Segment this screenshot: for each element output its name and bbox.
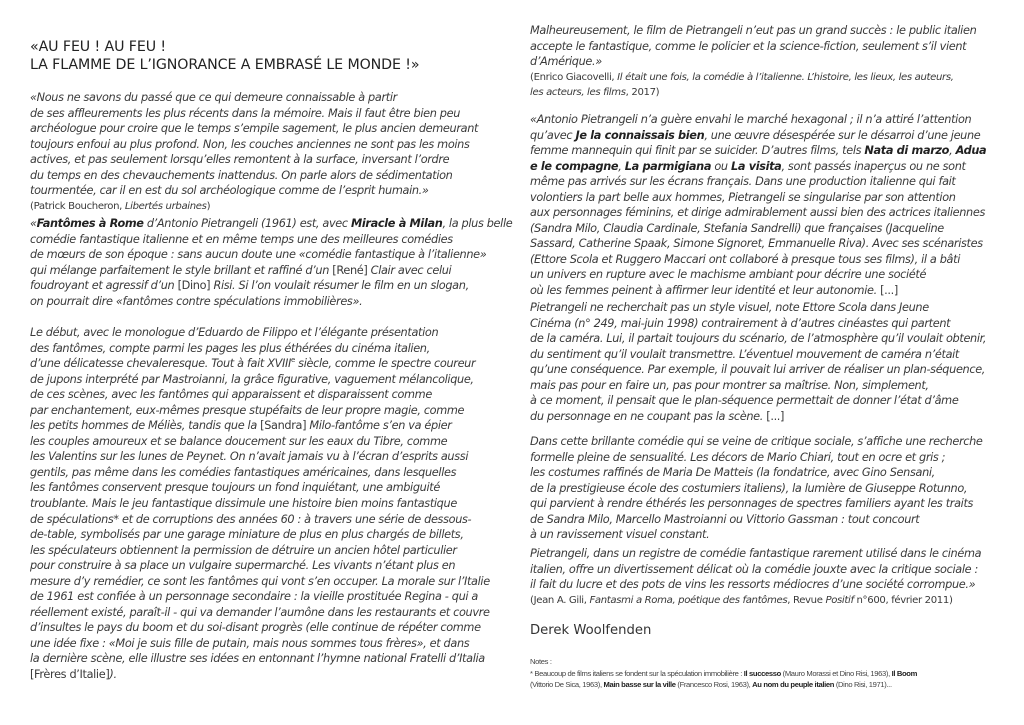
text-line: les spéculateurs obtiennent la permission de détruire un ancien hôtel particulier bbox=[30, 543, 457, 557]
text-span: siècle, comme le spectre coureur bbox=[294, 357, 476, 371]
text-line: de la caméra. Lui, il partait toujours du scénario, de l’atmosphère qu’il voulait obtenir, bbox=[530, 332, 987, 346]
citation bbox=[30, 199, 478, 215]
citation-author: (Jean A. Gili, bbox=[530, 594, 590, 606]
text-line: les costumes raffinés de Maria De Matteis (la fondatrice, avec Gino Sensani, bbox=[530, 466, 935, 480]
citation-title: les acteurs, les films bbox=[530, 87, 626, 99]
text-line: volontiers la part belle aux hommes, Pietrangeli se singularise par son attention bbox=[530, 190, 956, 204]
text-line: mais pas pour en faire un, pas pour montrer sa maîtrise. Non, simplement, bbox=[530, 378, 929, 392]
note-line bbox=[530, 679, 917, 691]
text-line bbox=[30, 263, 512, 279]
text-line: Sassard, Catherine Spaak, Simone Signoret, Emmanuelle Riva). Avec ses scénaristes bbox=[530, 237, 983, 251]
text-span: , sont passés inaperçus ou ne sont bbox=[781, 159, 966, 173]
quote-gili bbox=[530, 546, 981, 608]
text-span: où les femmes peinent à affirmer leur identité et leur autonomie. bbox=[530, 284, 881, 298]
text-line: tourmentée, car il en est du sol archéologique comme de l’esprit humain.» bbox=[30, 184, 429, 198]
text-line: «Nous ne savons du passé que ce qui demeure connaissable à partir bbox=[30, 91, 397, 104]
quote-scola bbox=[530, 300, 986, 424]
text-line bbox=[530, 143, 986, 159]
text-line: qu’une conséquence. Par exemple, il pouvait lui arriver de réaliser un plan-séquence, bbox=[530, 363, 986, 377]
text-line bbox=[530, 159, 986, 175]
text-line: Pietrangeli, dans un registre de comédie fantastique rarement utilisé dans le cinéma bbox=[530, 547, 982, 560]
quote-comedie-brillante bbox=[530, 434, 983, 543]
text-span: , bbox=[618, 159, 625, 173]
text-span: du personnage en ne coupant pas la scène. bbox=[530, 409, 767, 423]
text-span: qui mélange parfaitement le style brillant et raffiné d’un bbox=[30, 263, 333, 277]
text-span: (Francesco Rosi, 1963), bbox=[675, 680, 753, 690]
text-line: Pietrangeli ne recherchait pas un style visuel, note Ettore Scola dans Jeune bbox=[530, 301, 929, 314]
film-title: e le compagne bbox=[530, 159, 619, 173]
text-span: (Vittorio De Sica, 1963), bbox=[530, 680, 604, 690]
text-line: du temps en des chevauchements inattendus. On parle alors de sédimentation bbox=[30, 168, 453, 182]
text-line: accepte le fantastique, comme le policier et la science-fiction, seulement s’il vient bbox=[530, 39, 967, 53]
text-line: de la prestigieuse école des costumiers italiens), la lumière de Giuseppe Rotunno, bbox=[530, 481, 968, 495]
text-span: foudroyant et agressif d’un bbox=[30, 279, 178, 293]
text-span: , bbox=[949, 144, 956, 158]
film-title: Miracle à Milan bbox=[351, 217, 443, 230]
citation-author: (Enrico Giacovelli, bbox=[530, 71, 618, 83]
text-line: d’Amérique.» bbox=[530, 55, 602, 69]
text-line bbox=[30, 418, 490, 434]
text-line: comédie fantastique italienne et en même temps une des meilleures comédies bbox=[30, 232, 453, 246]
citation bbox=[530, 70, 976, 86]
text-span: Clair avec celui bbox=[367, 263, 452, 277]
title-line-1: «AU FEU ! AU FEU ! bbox=[30, 38, 167, 55]
text-line: de ses affleurements les plus récents dans la mémoire. Mais il faut être bien peu bbox=[30, 106, 461, 120]
quote-boucheron bbox=[30, 90, 478, 214]
title-line-2: LA FLAMME DE L’IGNORANCE A EMBRASÉ LE MONDE !» bbox=[30, 56, 420, 73]
quote-open: « bbox=[30, 217, 37, 230]
text-span: femme mannequin qui finit par se suicider. D’autres films, tels bbox=[530, 144, 865, 158]
text-line: archéologue pour croire que le temps s’empile sagement, le plus ancien demeurant bbox=[30, 122, 479, 136]
text-line: la dernière scène, elle illustre ses idées en entonnant l’hymne national Fratelli d’Italia bbox=[30, 652, 485, 666]
text-span: (Dino Risi, 1971)... bbox=[834, 680, 892, 690]
citation-year: , 2017) bbox=[625, 87, 660, 99]
superscript: e bbox=[290, 356, 295, 365]
text-line: italien, offre un divertissement délicat où la comédie jouxte avec la critique sociale : bbox=[530, 562, 978, 576]
text-line: (Ettore Scola et Ruggero Maccari ont collaboré à presque tous ses films), il a bâti bbox=[530, 252, 960, 266]
film-title: Adua bbox=[955, 144, 987, 158]
text-line: des fantômes, compte parmi les pages les plus éthérées du cinéma italien, bbox=[30, 341, 430, 355]
text-span: ou bbox=[711, 159, 731, 173]
bracket-translation: [Frères d’Italie] bbox=[30, 668, 110, 682]
text-span: qu’avec bbox=[530, 128, 576, 142]
text-line: de-table, symbolisés par une garage miniature de plus en plus chargés de billets, bbox=[30, 528, 464, 542]
text-line: à un ravissement visuel constant. bbox=[530, 528, 710, 542]
text-span: , la plus belle bbox=[442, 217, 513, 230]
text-span: , une œuvre désespérée sur le désarroi d’une jeune bbox=[704, 128, 981, 142]
citation-author: (Patrick Boucheron, bbox=[30, 200, 125, 212]
film-title: Je la connaissais bien bbox=[575, 128, 705, 142]
text-line: Dans cette brillante comédie qui se veine de critique sociale, s’affiche une recherche bbox=[530, 435, 983, 448]
quote-fantomes-intro bbox=[30, 216, 512, 309]
citation bbox=[530, 593, 981, 609]
text-line: à ce moment, il pensait que le plan-séquence permettait de donner l’état d’âme bbox=[530, 394, 959, 408]
film-title: Au nom du peuple italien bbox=[752, 680, 835, 690]
text-span: ). bbox=[109, 668, 117, 682]
text-line bbox=[30, 356, 490, 372]
text-line: il fait du lucre et des pots de vins les ressorts médiocres d’une société corrompue.» bbox=[530, 578, 976, 592]
quote-debut bbox=[30, 325, 490, 683]
text-line: du sentiment qu’il voulait transmettre. L’éventuel mouvement de caméra n’était bbox=[530, 347, 960, 361]
author-signature: Derek Woolfenden bbox=[530, 623, 652, 638]
bracket-name: [Dino] bbox=[177, 279, 211, 293]
text-line: toujours enfoui au plus profond. Non, les couches anciennes ne sont pas les moins bbox=[30, 137, 470, 151]
text-line: Cinéma (n° 249, mai-juin 1998) contrairement à d’autres cinéastes qui partent bbox=[530, 316, 951, 330]
bracket-name: [René] bbox=[332, 263, 368, 277]
film-title: Fantômes à Rome bbox=[36, 217, 144, 230]
text-line: on pourrait dire «fantômes contre spéculations immobilières». bbox=[30, 294, 363, 308]
text-line: formelle pleine de sensualité. Les décors de Mario Chiari, tout en ocre et gris ; bbox=[530, 450, 946, 464]
text-line: «Antonio Pietrangeli n’a guère envahi le marché hexagonal ; il n’a attiré l’attention bbox=[530, 113, 972, 126]
text-line: d’insultes le pays du boom et du soi-disant progrès (elle continue de répéter comme bbox=[30, 621, 481, 635]
text-line: même pas arrivés sur les écrans français. Dans une production italienne qui fait bbox=[530, 175, 956, 189]
text-line: gentils, pas même dans les comédies fantastiques américaines, dans lesquelles bbox=[30, 465, 457, 479]
text-line: qui parvient à rendre éthérés les personnages de spectres familiers ayant les traits bbox=[530, 497, 974, 511]
text-line: un univers en rupture avec le machisme ambiant pour décrire une société bbox=[530, 268, 927, 282]
text-span: (Mauro Morassi et Dino Risi, 1963), bbox=[780, 668, 892, 678]
text-line: aux personnages féminins, et dirige admirablement aussi bien des actrices italiennes bbox=[530, 206, 985, 220]
citation-close: ) bbox=[206, 200, 211, 212]
text-line: pour construire à sa place un vulgaire supermarché. Les vivants n’étant plus en bbox=[30, 559, 456, 573]
quote-pietrangeli-films bbox=[530, 112, 986, 299]
film-title: La visita bbox=[730, 159, 782, 173]
text-span: les petits hommes de Méliès, tandis que la bbox=[30, 419, 261, 433]
citation-issue: n°600, février 2011) bbox=[853, 594, 953, 606]
note-line bbox=[530, 668, 917, 680]
text-span: , Revue bbox=[787, 594, 826, 606]
text-span: Milo-fantôme s’en va épier bbox=[306, 419, 452, 433]
film-title: Il Boom bbox=[891, 668, 917, 678]
text-line: actives, et pas seulement lorsqu’elles remontent à la surface, inversant l’ordre bbox=[30, 153, 450, 167]
citation-title: Libertés urbaines bbox=[124, 200, 207, 212]
text-span: d’Antonio Pietrangeli (1961) est, avec bbox=[143, 217, 352, 230]
text-line: une idée fixe : «Moi je suis fille de putain, mais nous sommes tous frères», et dans bbox=[30, 636, 470, 650]
film-title: La parmigiana bbox=[624, 159, 712, 173]
citation bbox=[530, 85, 976, 101]
film-title: Il successo bbox=[743, 668, 781, 678]
film-title: Main basse sur la ville bbox=[603, 680, 676, 690]
text-line: (Sandra Milo, Claudia Cardinale, Stefania Sandrelli) que françaises (Jacqueline bbox=[530, 221, 944, 235]
text-line: de spéculations* et de corruptions des années 60 : à travers une série de dessous- bbox=[30, 512, 472, 526]
film-title: Nata di marzo bbox=[864, 144, 950, 158]
text-line: les fantômes conservent presque toujours un fond inquiétant, une ambiguité bbox=[30, 481, 440, 495]
citation-title: Fantasmi a Roma, poétique des fantômes bbox=[589, 594, 788, 606]
citation-journal: Positif bbox=[825, 594, 854, 606]
quote-giacovelli bbox=[530, 23, 976, 101]
bracket-name: [Sandra] bbox=[260, 419, 307, 433]
text-line: de Sandra Milo, Marcello Mastroianni ou Vittorio Gassman : tout concourt bbox=[530, 512, 920, 526]
text-span: d’une délicatesse chevaleresque. Tout à fait XVIII bbox=[30, 357, 291, 371]
text-line: Malheureusement, le film de Pietrangeli n’eut pas un grand succès : le public italien bbox=[530, 24, 977, 37]
text-line: les couples amoureux et se balance doucement sur les eaux du Tibre, comme bbox=[30, 434, 448, 448]
text-line: Le début, avec le monologue d’Eduardo de Filippo et l’élégante présentation bbox=[30, 326, 439, 339]
citation-title: Il était une fois, la comédie à l’italienne. L’histoire, les lieux, les auteurs, bbox=[617, 71, 954, 83]
footnotes bbox=[530, 656, 917, 691]
text-line: de jupons interprété par Mastroianni, la grâce figurative, vaguement mélancolique, bbox=[30, 372, 474, 386]
text-line bbox=[530, 409, 986, 425]
text-line: de ces scènes, avec les fantômes qui apparaissent et disparaissent comme bbox=[30, 388, 432, 402]
text-span: Risi. Si l’on voulait résumer le film en un slogan, bbox=[210, 279, 469, 293]
text-line: mesure d’y remédier, ce sont les fantômes qui vont s’en occuper. La morale sur l’Italie bbox=[30, 574, 490, 588]
page-title bbox=[30, 38, 419, 74]
text-span: * Beaucoup de films italiens se fondent sur la spéculation immobilière : bbox=[530, 668, 744, 678]
text-line: les Valentins sur les lunes de Peynet. On n’avait jamais vu à l’écran d’esprits aussi bbox=[30, 450, 469, 464]
notes-label: Notes : bbox=[530, 657, 552, 666]
text-line bbox=[30, 667, 490, 683]
text-line bbox=[30, 278, 512, 294]
text-line: de mœurs de son époque : sans aucun doute une «comédie fantastique à l’italienne» bbox=[30, 248, 487, 262]
text-line: réellement existé, paraît-il - qui va demander l’aumône dans les restaurants et couvre bbox=[30, 605, 490, 619]
text-line: troublante. Mais le jeu fantastique dissimule une histoire bien moins fantastique bbox=[30, 497, 457, 511]
text-line bbox=[530, 283, 986, 299]
ellipsis-bracket: [...] bbox=[880, 284, 898, 298]
ellipsis-bracket: [...] bbox=[766, 409, 785, 423]
text-line bbox=[530, 128, 986, 144]
text-line: de 1961 est confiée à un personnage secondaire : la vieille prostituée Regina - qui a bbox=[30, 590, 479, 604]
text-line bbox=[30, 216, 512, 232]
text-line: par enchantement, eux-mêmes presque stupéfaits de leur propre magie, comme bbox=[30, 403, 465, 417]
